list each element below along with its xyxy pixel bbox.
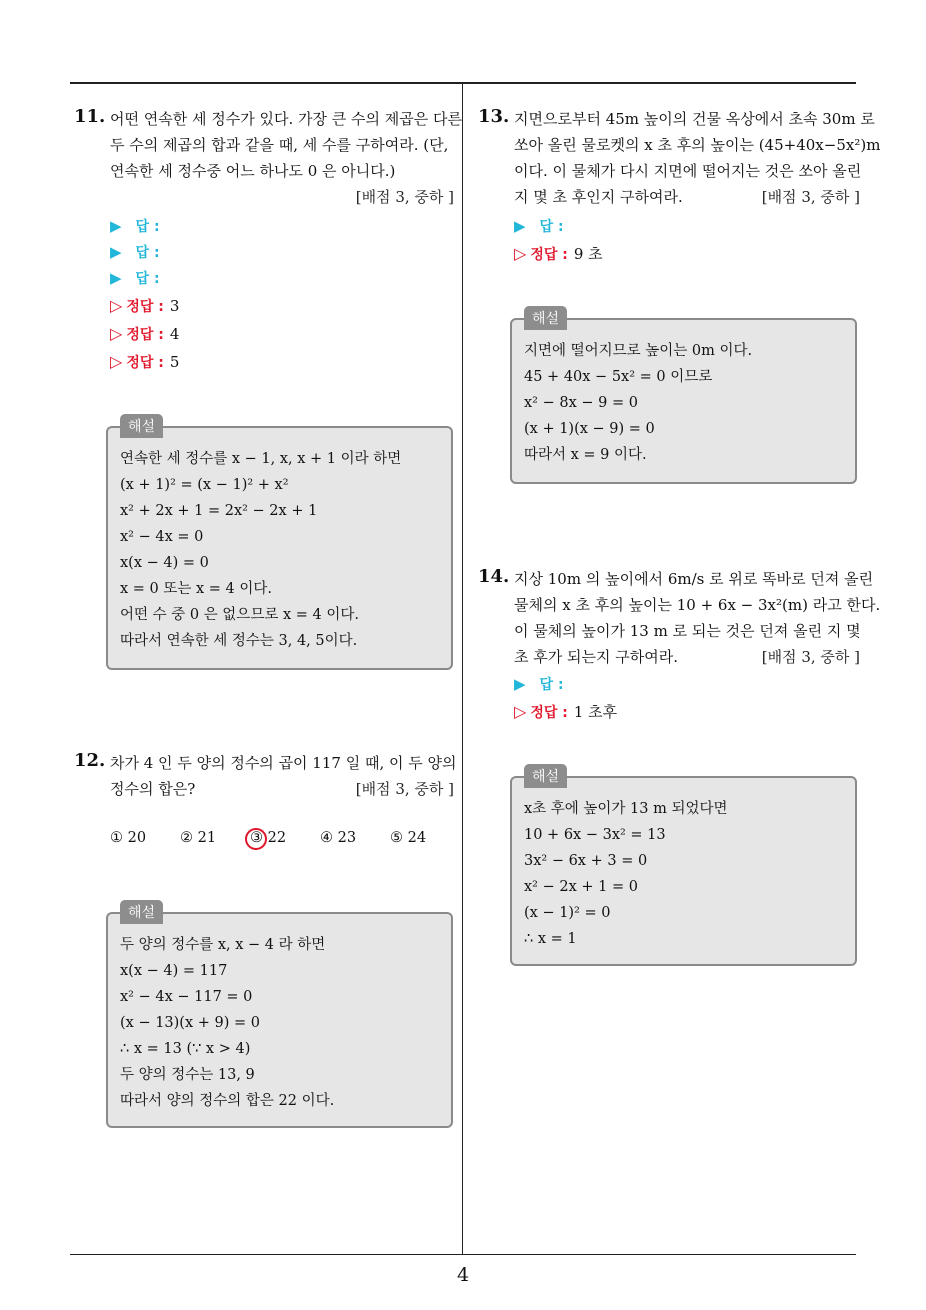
solution-line: x = 0 또는 x = 4 이다. bbox=[120, 581, 273, 597]
correct-answer bbox=[514, 700, 617, 724]
triangle-outline-icon: ▷ bbox=[110, 352, 123, 371]
problem-text bbox=[514, 566, 881, 670]
solution-tag: 해설 bbox=[120, 900, 163, 924]
correct-value: 3 bbox=[169, 297, 180, 315]
choice-list bbox=[110, 830, 450, 852]
problem-line: 쏘아 올린 물로켓의 x 초 후의 높이는 (45+40x−5x²)m bbox=[514, 136, 881, 154]
page-number: 4 bbox=[456, 1264, 470, 1286]
problem-line: 지 몇 초 후인지 구하여라. bbox=[514, 188, 683, 206]
solution-line: 따라서 양의 정수의 합은 22 이다. bbox=[120, 1093, 335, 1109]
problem-12 bbox=[74, 750, 457, 802]
triangle-outline-icon: ▷ bbox=[514, 244, 527, 263]
problem-line: 이다. 이 물체가 다시 지면에 떨어지는 것은 쏘아 올린 bbox=[514, 162, 862, 180]
solution-line: 연속한 세 정수를 x − 1, x, x + 1 이라 하면 bbox=[120, 451, 402, 467]
choice-1[interactable]: ① 20 bbox=[110, 830, 147, 846]
solution-line: 10 + 6x − 3x² = 13 bbox=[524, 827, 666, 843]
solution-tag: 해설 bbox=[120, 414, 163, 438]
solution-line: (x + 1)(x − 9) = 0 bbox=[524, 421, 655, 437]
solution-line: 두 양의 정수는 13, 9 bbox=[120, 1067, 255, 1083]
problem-14 bbox=[478, 566, 881, 670]
play-icon: ▶ bbox=[110, 217, 122, 235]
correct-value: 5 bbox=[169, 353, 180, 371]
choice-5[interactable]: ⑤ 24 bbox=[390, 830, 427, 846]
choice-2[interactable]: ② 21 bbox=[180, 830, 217, 846]
problem-line: 지상 10m 의 높이에서 6m/s 로 위로 똑바로 던져 올린 bbox=[514, 570, 874, 588]
solution-line: ∴ x = 13 (∵ x > 4) bbox=[120, 1041, 251, 1057]
play-icon: ▶ bbox=[514, 675, 526, 693]
problem-number: 14. bbox=[478, 566, 510, 587]
problem-number: 13. bbox=[478, 106, 510, 127]
problem-11 bbox=[74, 106, 462, 210]
correct-label: 정답 : bbox=[126, 355, 164, 371]
correct-value: 1 초후 bbox=[573, 703, 618, 721]
problem-number: 12. bbox=[74, 750, 106, 771]
top-rule bbox=[70, 82, 856, 84]
correct-label: 정답 : bbox=[126, 299, 164, 315]
solution-line: 따라서 x = 9 이다. bbox=[524, 447, 647, 463]
problem-number: 11. bbox=[74, 106, 106, 127]
solution-line: 어떤 수 중 0 은 없으므로 x = 4 이다. bbox=[120, 607, 359, 623]
correct-answer bbox=[110, 350, 179, 374]
solution-line: x² − 8x − 9 = 0 bbox=[524, 395, 638, 411]
solution-box bbox=[106, 905, 453, 1128]
solution-line: ∴ x = 1 bbox=[524, 931, 577, 947]
solution-line: 따라서 연속한 세 정수는 3, 4, 5이다. bbox=[120, 633, 358, 649]
problem-line: 연속한 세 정수중 어느 하나도 0 은 아니다.) bbox=[110, 162, 396, 180]
answer-label: 답 : bbox=[135, 245, 160, 261]
score-meta: [배점 3, 중하 ] bbox=[355, 188, 454, 206]
solution-line: x(x − 4) = 0 bbox=[120, 555, 209, 571]
solution-box bbox=[106, 419, 453, 670]
choice-4[interactable]: ④ 23 bbox=[320, 830, 357, 846]
answer-field[interactable] bbox=[110, 240, 160, 264]
answer-label: 답 : bbox=[539, 677, 564, 693]
score-meta: [배점 3, 중하 ] bbox=[355, 780, 454, 798]
solution-line: 지면에 떨어지므로 높이는 0m 이다. bbox=[524, 343, 753, 359]
problem-line: 초 후가 되는지 구하여라. bbox=[514, 648, 678, 666]
triangle-outline-icon: ▷ bbox=[110, 296, 123, 315]
correct-label: 정답 : bbox=[530, 705, 568, 721]
solution-box bbox=[510, 769, 857, 966]
correct-label: 정답 : bbox=[530, 247, 568, 263]
selected-circle-icon bbox=[245, 828, 267, 850]
solution-line: x(x − 4) = 117 bbox=[120, 963, 228, 979]
solution-line: x² + 2x + 1 = 2x² − 2x + 1 bbox=[120, 503, 318, 519]
answer-label: 답 : bbox=[539, 219, 564, 235]
problem-text bbox=[110, 106, 462, 206]
correct-answer bbox=[110, 322, 179, 346]
correct-answer bbox=[110, 294, 179, 318]
answer-field[interactable] bbox=[110, 214, 160, 238]
problem-line: 어떤 연속한 세 정수가 있다. 가장 큰 수의 제곱은 다른 bbox=[110, 110, 462, 128]
solution-line: (x + 1)² = (x − 1)² + x² bbox=[120, 477, 289, 493]
triangle-outline-icon: ▷ bbox=[110, 324, 123, 343]
problem-line: 이 물체의 높이가 13 m 로 되는 것은 던져 올린 지 몇 bbox=[514, 622, 861, 640]
solution-box bbox=[510, 311, 857, 484]
correct-label: 정답 : bbox=[126, 327, 164, 343]
answer-label: 답 : bbox=[135, 219, 160, 235]
answer-field[interactable] bbox=[514, 214, 564, 238]
problem-line: 지면으로부터 45m 높이의 건물 옥상에서 초속 30m 로 bbox=[514, 110, 875, 128]
answer-field[interactable] bbox=[110, 266, 160, 290]
solution-line: (x − 13)(x + 9) = 0 bbox=[120, 1015, 260, 1031]
score-meta: [배점 3, 중하 ] bbox=[761, 648, 860, 666]
solution-line: 3x² − 6x + 3 = 0 bbox=[524, 853, 648, 869]
correct-answer bbox=[514, 242, 603, 266]
solution-line: 45 + 40x − 5x² = 0 이므로 bbox=[524, 369, 713, 385]
play-icon: ▶ bbox=[110, 269, 122, 287]
solution-line: x초 후에 높이가 13 m 되었다면 bbox=[524, 801, 728, 817]
triangle-outline-icon: ▷ bbox=[514, 702, 527, 721]
problem-line: 차가 4 인 두 양의 정수의 곱이 117 일 때, 이 두 양의 bbox=[110, 754, 457, 772]
solution-line: (x − 1)² = 0 bbox=[524, 905, 611, 921]
solution-tag: 해설 bbox=[524, 764, 567, 788]
play-icon: ▶ bbox=[514, 217, 526, 235]
answer-field[interactable] bbox=[514, 672, 564, 696]
correct-value: 9 초 bbox=[573, 245, 603, 263]
problem-text bbox=[514, 106, 881, 210]
solution-line: x² − 4x = 0 bbox=[120, 529, 204, 545]
solution-tag: 해설 bbox=[524, 306, 567, 330]
problem-text bbox=[110, 750, 457, 802]
column-divider bbox=[462, 82, 463, 1255]
problem-line: 정수의 합은? bbox=[110, 780, 196, 798]
choice-3[interactable]: ③ 22 bbox=[250, 830, 286, 846]
solution-line: x² − 2x + 1 = 0 bbox=[524, 879, 638, 895]
problem-13 bbox=[478, 106, 881, 210]
score-meta: [배점 3, 중하 ] bbox=[761, 188, 860, 206]
play-icon: ▶ bbox=[110, 243, 122, 261]
answer-label: 답 : bbox=[135, 271, 160, 287]
bottom-rule bbox=[70, 1254, 856, 1255]
correct-value: 4 bbox=[169, 325, 180, 343]
problem-line: 두 수의 제곱의 합과 같을 때, 세 수를 구하여라. (단, bbox=[110, 136, 449, 154]
solution-line: x² − 4x − 117 = 0 bbox=[120, 989, 253, 1005]
solution-line: 두 양의 정수를 x, x − 4 라 하면 bbox=[120, 937, 326, 953]
problem-line: 물체의 x 초 후의 높이는 10 + 6x − 3x²(m) 라고 한다. bbox=[514, 596, 881, 614]
